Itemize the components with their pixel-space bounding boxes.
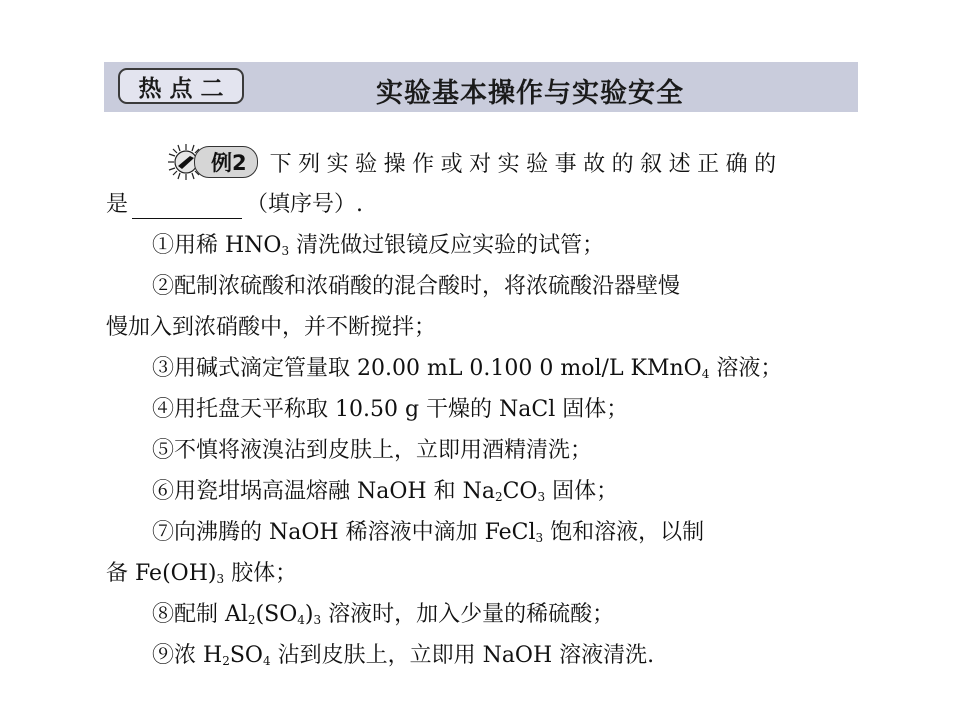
statement-1: ①用稀 $HNO_3$ 清洗做过银镜反应实验的试管； (152, 233, 605, 258)
statement-9: ⑨浓 $H_2SO_4$ 沾到皮肤上，立即用 NaOH 溶液清洗. (152, 643, 655, 668)
statement-4: ④用托盘天平称取 10.50 g 干燥的 NaCl 固体； (152, 397, 629, 422)
example-badge (166, 142, 258, 182)
statement-7-continued: 备 $Fe(OH)_3$ 胶体； (106, 561, 298, 586)
statement-6: ⑥用瓷坩埚高温熔融 NaOH 和 $Na_2CO_3$ 固体； (152, 479, 619, 504)
statement-3: ③用碱式滴定管量取 20.00 mL 0.100 0 mol/L KMnO$_4$ 溶液； (152, 356, 783, 381)
statement-5: ⑤不慎将液溴沾到皮肤上，立即用酒精清洗； (152, 438, 593, 463)
example-label: 例2 (194, 146, 258, 178)
section-header-bar (104, 62, 858, 112)
question-stem-line-2: 是 （填序号）. (106, 192, 364, 217)
question-content (106, 140, 860, 676)
section-tag: 热点二 (118, 68, 244, 104)
statement-8: ⑧配制 $Al_2(SO_4)_3$ 溶液时，加入少量的稀硫酸； (152, 602, 615, 627)
question-stem-text: 下列实验操作或对实验事故的叙述正确的 (269, 151, 783, 177)
question-stem-line-1 (106, 140, 860, 184)
statement-2-continued: 慢加入到浓硝酸中，并不断搅拌； (106, 315, 437, 340)
statement-2: ②配制浓硫酸和浓硝酸的混合酸时，将浓硫酸沿器壁慢 (152, 274, 681, 299)
section-title: 实验基本操作与实验安全 (376, 78, 684, 109)
statement-7: ⑦向沸腾的 NaOH 稀溶液中滴加 FeCl$_3$ 饱和溶液，以制 (152, 520, 705, 545)
answer-blank (132, 192, 242, 219)
